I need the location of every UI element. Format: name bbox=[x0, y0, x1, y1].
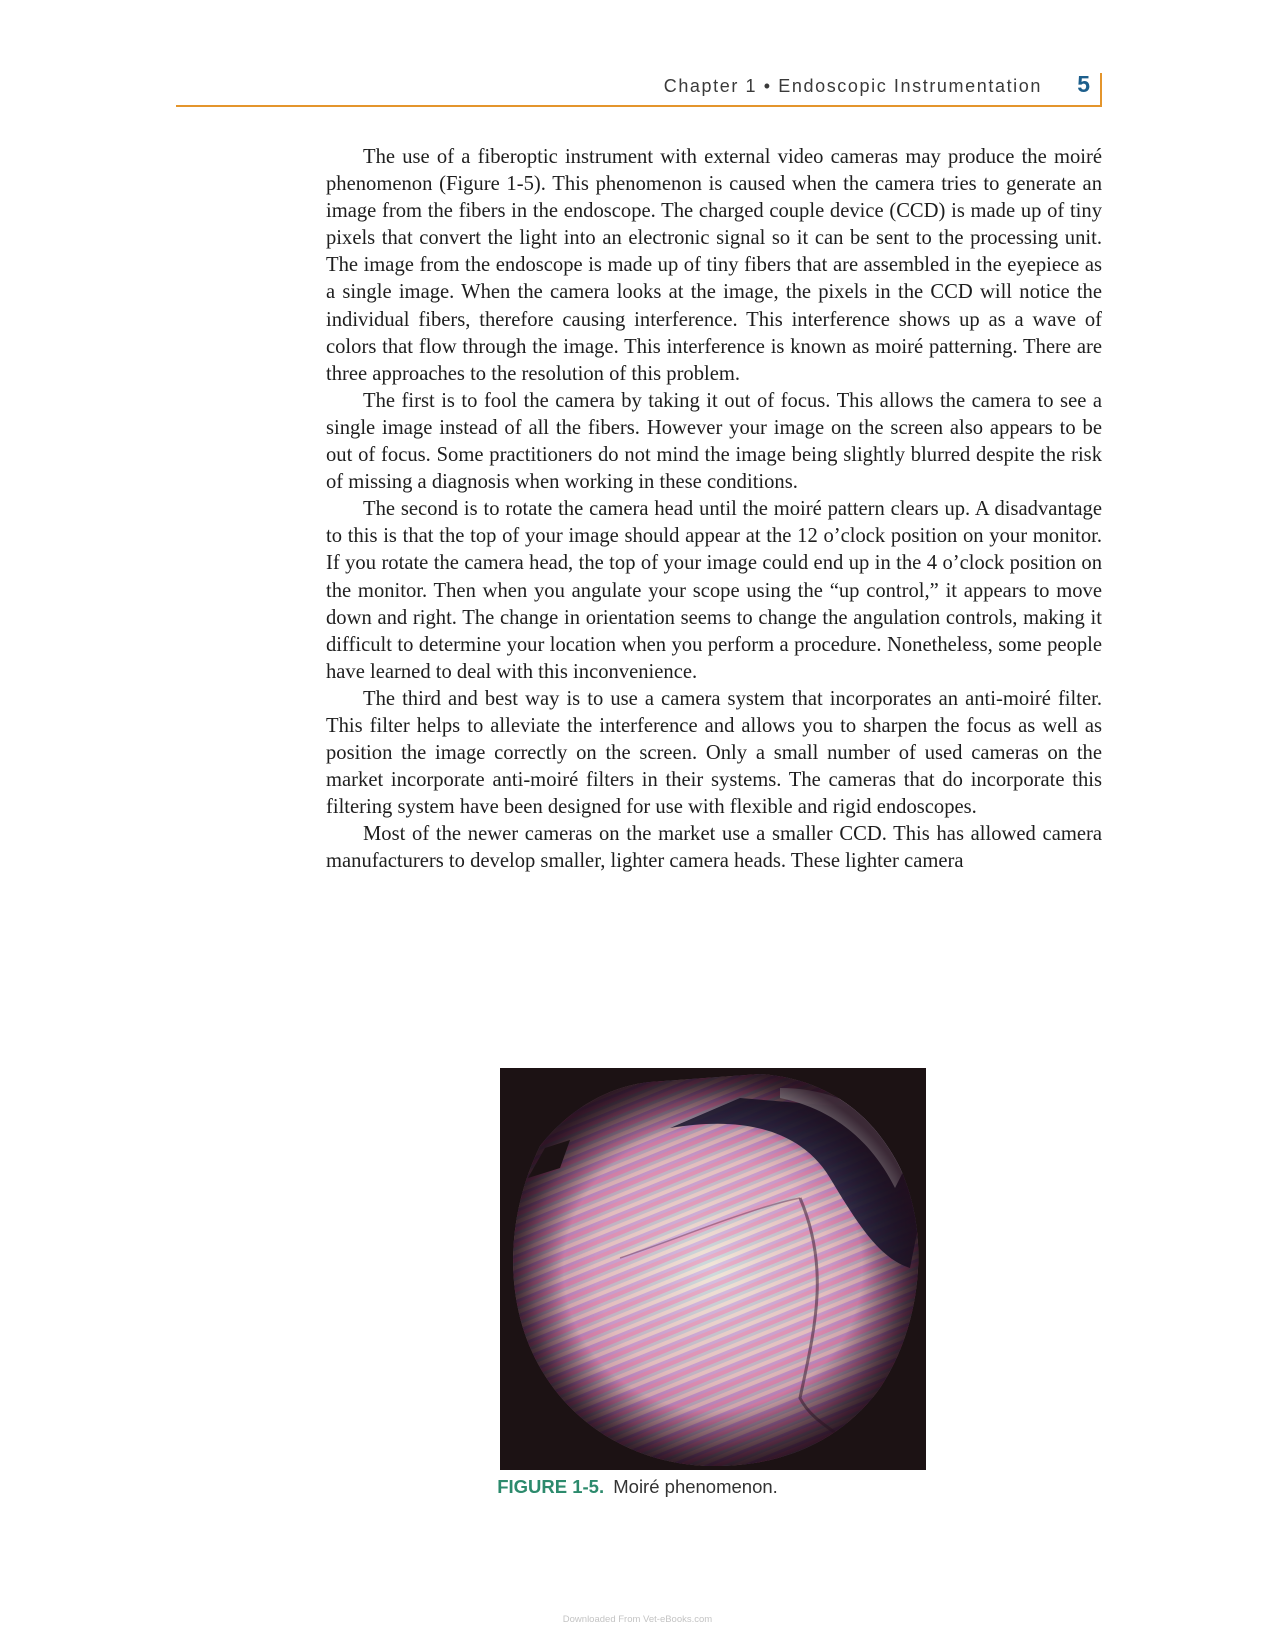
page-number: 5 bbox=[1077, 71, 1090, 97]
paragraph-moire-intro: The use of a fiberoptic instrument with external video cameras may produce the moiré phenomenon (Figure 1-5). This phenomenon is caused when the camera tries to generate an image from the fibers in the endoscope. The charged couple device (CCD) is made up of tiny pixels that convert the light into an electronic signal so it can be sent to the processing unit. The image from the endoscope is made up of tiny fibers that are assembled in the eyepiece as a single image. When the camera looks at the image, the pixels in the CCD will notice the individual fibers, therefore causing interference. This interference shows up as a wave of colors that flow through the image. This interference is known as moiré patterning. There are three approaches to the resolution of this problem. bbox=[326, 146, 1102, 385]
figure-caption bbox=[0, 1476, 1275, 1498]
moire-figure-image bbox=[500, 1068, 926, 1470]
paragraph-first-approach: The first is to fool the camera by taking it out of focus. This allows the camera to see a single image instead of all the fibers. However your image on the screen also appears to be out of focus. Some practitioners do not mind the image being slightly blurred despite the risk of missing a diagnosis when working in these conditions. bbox=[326, 389, 1102, 494]
paragraph-third-approach: The third and best way is to use a camera system that incorporates an anti-moiré filter. This filter helps to alleviate the interference and allows you to sharpen the focus as well as position the image correctly on the screen. Only a small number of used cameras on the market incorporate anti-moiré filters in their systems. The cameras that do incorporate this filtering system have been designed for use with flexible and rigid endoscopes. bbox=[326, 687, 1102, 819]
body-text bbox=[326, 144, 1102, 876]
paragraph-newer-cameras: Most of the newer cameras on the market use a smaller CCD. This has allowed camera manufacturers to develop smaller, lighter camera heads. These lighter camera bbox=[326, 823, 1102, 873]
chapter-title: Chapter 1 • Endoscopic Instrumentation bbox=[663, 76, 1042, 96]
paragraph-second-approach: The second is to rotate the camera head until the moiré pattern clears up. A disadvantage to this is that the top of your image should appear at the 12 o’clock position on your monitor. If you rotate the camera head, the top of your image could end up in the 4 o’clock position on the monitor. Then when you angulate your scope using the “up control,” it appears to move down and right. The change in orientation seems to change the angulation controls, making it difficult to determine your location when you perform a procedure. Nonetheless, some people have learned to deal with this inconvenience. bbox=[326, 498, 1102, 683]
download-source-note: Downloaded From Vet-eBooks.com bbox=[562, 1614, 713, 1625]
figure-caption-text: Moiré phenomenon. bbox=[613, 1476, 778, 1497]
header-rule-tick bbox=[1100, 73, 1102, 105]
running-head bbox=[176, 68, 1102, 107]
figure-label: FIGURE 1-5. bbox=[497, 1476, 605, 1497]
